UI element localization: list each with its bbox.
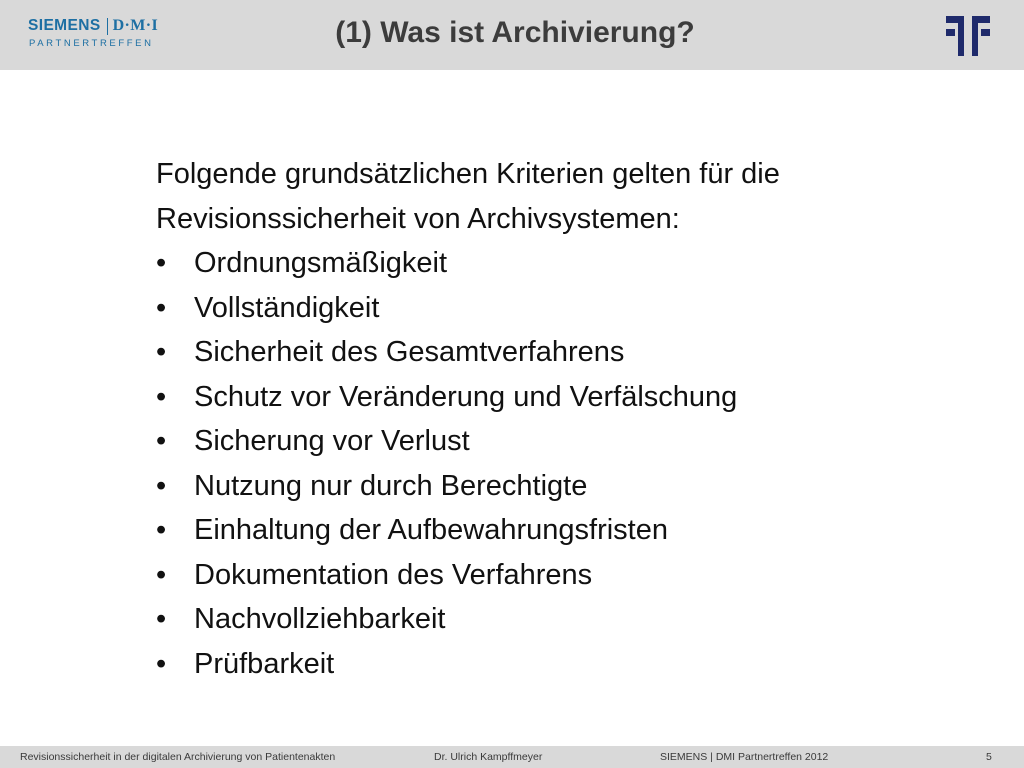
slide-content <box>156 152 936 686</box>
list-item <box>156 642 936 687</box>
bullet-icon: • <box>156 647 167 680</box>
list-item-text: Ordnungsmäßigkeit <box>194 247 448 279</box>
footer-bar <box>0 746 1024 768</box>
pc-logo-icon <box>944 14 992 58</box>
list-item <box>156 553 936 598</box>
bullet-icon: • <box>156 425 167 457</box>
footer-event: SIEMENS | DMI Partnertreffen 2012 <box>660 751 829 763</box>
list-item-text: Einhaltung der Aufbewahrungsfristen <box>194 514 668 546</box>
logo-divider <box>107 18 108 35</box>
list-item-text: Schutz vor Veränderung und Verfälschung <box>194 380 738 413</box>
header-bar <box>0 0 1024 70</box>
list-item-text: Vollständigkeit <box>194 291 380 324</box>
intro-text: Folgende grundsätzlichen Kriterien gelten für die Revisionssicherheit von Archivsystemen: <box>156 158 780 235</box>
bullet-icon: • <box>156 247 167 279</box>
logo-wordmark <box>28 16 158 36</box>
footer-author: Dr. Ulrich Kampffmeyer <box>434 751 543 763</box>
footer-presentation-title: Revisionssicherheit in der digitalen Archivierung von Patientenakten <box>20 751 336 763</box>
list-item-text: Nutzung nur durch Berechtigte <box>194 469 588 502</box>
bullet-icon: • <box>156 558 167 591</box>
list-item <box>156 286 936 331</box>
logo-partnertreffen-text: PARTNERTREFFEN <box>29 38 154 49</box>
list-item <box>156 241 936 286</box>
list-item-text: Nachvollziehbarkeit <box>194 603 446 635</box>
list-item <box>156 464 936 509</box>
bullet-icon: • <box>156 514 167 546</box>
bullet-icon: • <box>156 291 167 324</box>
list-item <box>156 597 936 642</box>
list-item-text: Sicherheit des Gesamtverfahrens <box>194 336 625 368</box>
list-item-text: Sicherung vor Verlust <box>194 425 470 457</box>
logo-dmi-text: D·M·I <box>112 17 159 34</box>
bullet-icon: • <box>156 336 167 368</box>
siemens-dmi-logo <box>28 14 159 56</box>
list-item-text: Prüfbarkeit <box>194 647 335 680</box>
logo-siemens-text: SIEMENS <box>28 17 101 34</box>
criteria-list <box>156 241 936 686</box>
bullet-icon: • <box>156 380 167 413</box>
page-number: 5 <box>986 751 992 763</box>
slide-title: (1) Was ist Archivierung? <box>335 16 695 49</box>
list-item <box>156 508 936 553</box>
list-item <box>156 375 936 420</box>
list-item <box>156 419 936 464</box>
list-item <box>156 330 936 375</box>
bullet-icon: • <box>156 469 167 502</box>
list-item-text: Dokumentation des Verfahrens <box>194 558 593 591</box>
bullet-icon: • <box>156 603 167 635</box>
